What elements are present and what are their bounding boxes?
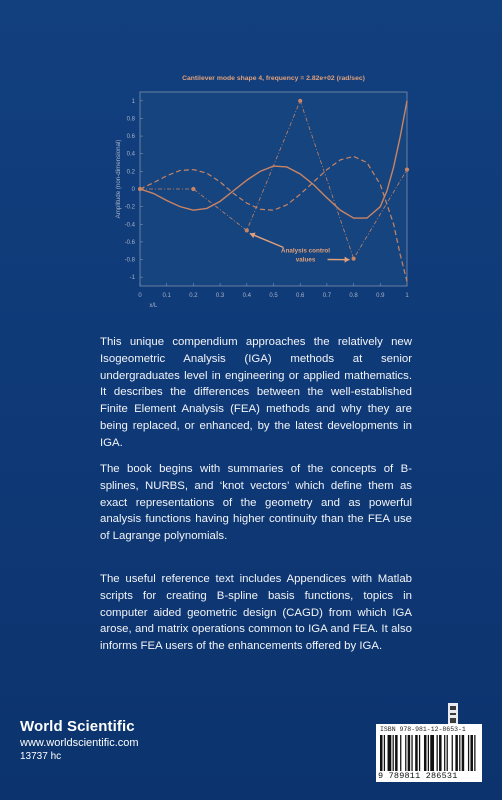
x-axis-label: x/L xyxy=(149,303,158,309)
barcode-bars-icon xyxy=(380,735,478,771)
y-tick-label: 0 xyxy=(131,187,135,193)
barcode-bar xyxy=(452,735,453,771)
control-point xyxy=(405,168,409,172)
barcode-bar xyxy=(415,735,418,771)
barcode-bar xyxy=(419,735,420,771)
x-tick-label: 0.2 xyxy=(189,293,198,299)
x-tick-label: 0.5 xyxy=(269,293,278,299)
plot-area xyxy=(140,92,407,286)
x-tick-label: 0.7 xyxy=(322,293,332,299)
barcode-bar xyxy=(424,735,427,771)
publisher-name: World Scientific xyxy=(20,718,135,735)
barcode-bar xyxy=(462,735,465,771)
y-tick-label: -0.8 xyxy=(124,257,135,264)
x-tick-label: 0 xyxy=(138,293,142,299)
description-paragraph-2: The book begins with summaries of the concepts of B-splines, NURBS, and ‘knot vectors’ which define them as exact representations of the geometry and as powerful analysis functions having higher continuity than the FEA use of Lagrange polynomials. xyxy=(100,463,412,543)
x-tick-label: 0.4 xyxy=(242,293,251,299)
x-tick-label: 0.6 xyxy=(296,293,305,299)
chart-svg xyxy=(100,60,420,330)
barcode-bar xyxy=(411,735,412,771)
barcode-bar xyxy=(405,735,406,771)
control-point xyxy=(138,187,142,191)
x-tick-label: 0.9 xyxy=(376,293,385,299)
barcode-bar xyxy=(400,735,401,771)
control-point xyxy=(245,228,249,232)
barcode-digits: 9 789811 286531 xyxy=(378,771,458,781)
barcode-bar xyxy=(447,735,448,771)
control-point xyxy=(191,187,195,191)
y-tick-label: -0.4 xyxy=(124,222,135,229)
mode-shape-chart xyxy=(100,60,420,330)
y-tick-label: -1 xyxy=(129,275,135,282)
y-tick-label: 0.6 xyxy=(126,134,135,141)
y-tick-label: 0.4 xyxy=(126,151,135,158)
barcode xyxy=(376,724,482,782)
x-tick-label: 0.1 xyxy=(162,293,171,299)
control-point xyxy=(298,99,302,103)
annotation-line-1: Analysis control xyxy=(281,247,331,255)
publisher-block xyxy=(20,718,139,762)
x-tick-label: 0.3 xyxy=(215,293,225,299)
barcode-bar xyxy=(430,735,434,771)
y-tick-label: -0.6 xyxy=(124,239,135,246)
isbn-label: ISBN 978-981-12-8653-1 xyxy=(380,726,466,733)
barcode-bar xyxy=(439,735,442,771)
annotation-line-2: values xyxy=(295,256,316,264)
barcode-bar xyxy=(459,735,460,771)
control-point xyxy=(352,257,356,261)
publisher-url: www.worldscientific.com xyxy=(20,737,139,749)
barcode-bar xyxy=(470,735,473,771)
y-axis-label: Amplitude (non-dimensional) xyxy=(115,139,122,219)
barcode-bar xyxy=(380,735,383,771)
y-tick-label: 0.2 xyxy=(126,169,135,176)
x-tick-label: 1 xyxy=(405,293,409,299)
barcode-bar xyxy=(474,735,475,771)
y-tick-label: 0.8 xyxy=(126,116,135,123)
barcode-bar xyxy=(408,735,411,771)
barcode-bar xyxy=(468,735,469,771)
barcode-bar xyxy=(393,735,394,771)
description-paragraph-1: This unique compendium approaches the relatively new Isogeometric Analysis (IGA) methods at senior undergraduates level in engineering or applied mathematics. It describes the differences between the well-established Finite Element Analysis (FEA) methods and why they are being replaced, or enhanced, by the latest developments in IGA. xyxy=(100,336,412,449)
barcode-bar xyxy=(388,735,392,771)
barcode-bar xyxy=(444,735,445,771)
y-tick-label: 1 xyxy=(131,98,135,105)
product-code: 13737 hc xyxy=(20,751,62,762)
barcode-bar xyxy=(384,735,385,771)
barcode-bar xyxy=(395,735,398,771)
y-tick-label: -0.2 xyxy=(124,204,135,211)
description-paragraph-3: The useful reference text includes Appendices with Matlab scripts for creating B-spline basis functions, topics in computer aided geometric design (CAGD) from which IGA arose, and matrix operations common to IGA and FEA. It also informs FEA users of the enhancements offered by IGA. xyxy=(100,573,412,653)
barcode-bar xyxy=(455,735,458,771)
x-tick-label: 0.8 xyxy=(349,293,358,299)
chart-title: Cantilever mode shape 4, frequency = 2.82e+02 (rad/sec) xyxy=(182,75,365,82)
barcode-bar xyxy=(437,735,438,771)
barcode-bar xyxy=(428,735,429,771)
